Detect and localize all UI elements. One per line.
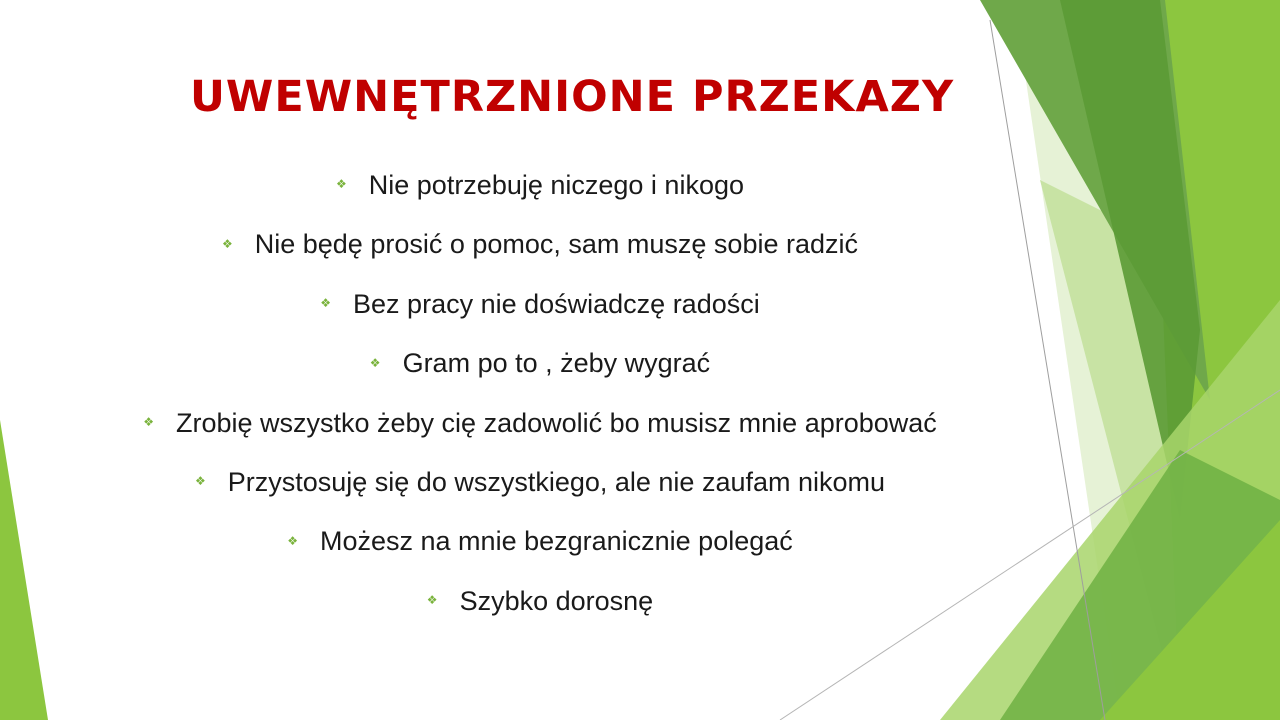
diamond-bullet-icon: ❖ <box>194 474 206 489</box>
list-item-text: Możesz na mnie bezgranicznie polegać <box>320 526 793 557</box>
diamond-bullet-icon: ❖ <box>320 296 332 311</box>
list-item-text: Nie będę prosić o pomoc, sam muszę sobie radzić <box>254 229 859 260</box>
list-item <box>110 586 970 618</box>
list-item <box>110 526 970 558</box>
bullet-list <box>110 170 970 618</box>
left-green-sliver <box>0 420 48 720</box>
list-item-text: Gram po to , żeby wygrać <box>402 348 711 379</box>
list-item <box>110 170 970 202</box>
slide-title: UWEWNĘTRZNIONE PRZEKAZY <box>190 72 955 122</box>
list-item <box>110 467 970 499</box>
list-item-text: Przystosuję się do wszystkiego, ale nie zaufam nikomu <box>227 466 886 497</box>
list-item-text: Szybko dorosnę <box>459 585 654 616</box>
diamond-bullet-icon: ❖ <box>143 414 154 429</box>
diamond-bullet-icon: ❖ <box>287 533 298 548</box>
list-item <box>110 289 970 321</box>
diamond-bullet-icon: ❖ <box>369 355 381 370</box>
diamond-bullet-icon: ❖ <box>221 236 233 251</box>
list-item-text: Nie potrzebuję niczego i nikogo <box>368 170 744 200</box>
list-item-text: Bez pracy nie doświadczę radości <box>353 288 760 319</box>
diamond-bullet-icon: ❖ <box>336 177 347 192</box>
list-item-text: Zrobię wszystko żeby cię zadowolić bo musisz mnie aprobować <box>175 407 937 438</box>
list-item <box>110 408 970 440</box>
diamond-bullet-icon: ❖ <box>426 593 438 607</box>
list-item <box>110 348 970 380</box>
list-item <box>110 229 970 261</box>
